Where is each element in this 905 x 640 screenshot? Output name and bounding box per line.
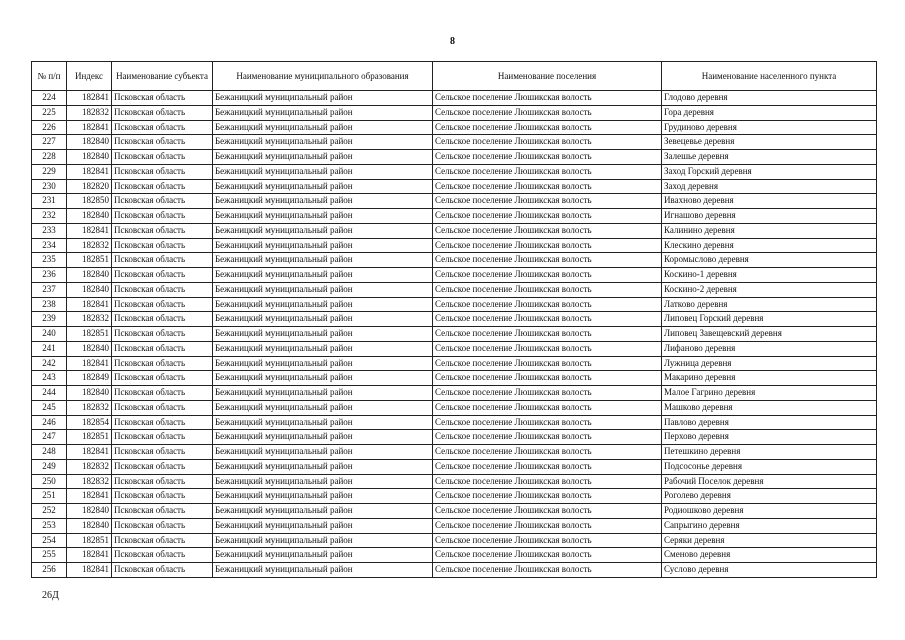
cell-municipality: Бежаницкий муниципальный район [213, 105, 433, 120]
cell-index: 182841 [67, 297, 112, 312]
table-row [32, 253, 877, 268]
cell-num: 229 [32, 164, 67, 179]
table-row [32, 164, 877, 179]
header-locality: Наименование населенного пункта [662, 62, 877, 91]
cell-locality: Заход Горский деревня [662, 164, 877, 179]
cell-num: 254 [32, 533, 67, 548]
cell-index: 182850 [67, 194, 112, 209]
cell-num: 253 [32, 518, 67, 533]
cell-index: 182832 [67, 105, 112, 120]
cell-index: 182841 [67, 356, 112, 371]
cell-locality: Залешье деревня [662, 150, 877, 165]
cell-num: 240 [32, 327, 67, 342]
cell-num: 234 [32, 238, 67, 253]
cell-num: 241 [32, 341, 67, 356]
cell-subject: Псковская область [112, 209, 213, 224]
cell-index: 182841 [67, 223, 112, 238]
cell-index: 182851 [67, 327, 112, 342]
cell-municipality: Бежаницкий муниципальный район [213, 415, 433, 430]
cell-settlement: Сельское поселение Люшикская волость [433, 533, 662, 548]
cell-index: 182851 [67, 430, 112, 445]
cell-municipality: Бежаницкий муниципальный район [213, 518, 433, 533]
cell-num: 233 [32, 223, 67, 238]
cell-index: 182840 [67, 135, 112, 150]
cell-index: 182841 [67, 548, 112, 563]
table-row [32, 459, 877, 474]
cell-index: 182841 [67, 563, 112, 578]
table-row [32, 91, 877, 106]
cell-settlement: Сельское поселение Люшикская волость [433, 504, 662, 519]
cell-index: 182840 [67, 341, 112, 356]
table-body [32, 91, 877, 578]
cell-index: 182841 [67, 164, 112, 179]
cell-num: 248 [32, 445, 67, 460]
cell-index: 182840 [67, 209, 112, 224]
cell-settlement: Сельское поселение Люшикская волость [433, 91, 662, 106]
cell-subject: Псковская область [112, 489, 213, 504]
cell-locality: Сменово деревня [662, 548, 877, 563]
cell-index: 182840 [67, 282, 112, 297]
cell-subject: Псковская область [112, 253, 213, 268]
cell-settlement: Сельское поселение Люшикская волость [433, 312, 662, 327]
cell-subject: Псковская область [112, 459, 213, 474]
cell-subject: Псковская область [112, 238, 213, 253]
cell-locality: Сапрыгино деревня [662, 518, 877, 533]
cell-num: 249 [32, 459, 67, 474]
cell-index: 182840 [67, 504, 112, 519]
cell-settlement: Сельское поселение Люшикская волость [433, 282, 662, 297]
cell-municipality: Бежаницкий муниципальный район [213, 282, 433, 297]
cell-settlement: Сельское поселение Люшикская волость [433, 297, 662, 312]
cell-subject: Псковская область [112, 120, 213, 135]
cell-num: 242 [32, 356, 67, 371]
cell-subject: Псковская область [112, 135, 213, 150]
cell-num: 231 [32, 194, 67, 209]
cell-municipality: Бежаницкий муниципальный район [213, 386, 433, 401]
cell-municipality: Бежаницкий муниципальный район [213, 238, 433, 253]
cell-municipality: Бежаницкий муниципальный район [213, 164, 433, 179]
cell-locality: Подсосонье деревня [662, 459, 877, 474]
cell-index: 182841 [67, 91, 112, 106]
table-row [32, 282, 877, 297]
table-row [32, 268, 877, 283]
table-row [32, 415, 877, 430]
cell-locality: Перхово деревня [662, 430, 877, 445]
cell-num: 228 [32, 150, 67, 165]
cell-subject: Псковская область [112, 91, 213, 106]
table-row [32, 518, 877, 533]
cell-settlement: Сельское поселение Люшикская волость [433, 194, 662, 209]
cell-subject: Псковская область [112, 533, 213, 548]
cell-num: 246 [32, 415, 67, 430]
cell-locality: Зевецевье деревня [662, 135, 877, 150]
cell-index: 182832 [67, 459, 112, 474]
table-row [32, 563, 877, 578]
cell-locality: Липовец Завещевский деревня [662, 327, 877, 342]
cell-num: 245 [32, 400, 67, 415]
cell-index: 182854 [67, 415, 112, 430]
cell-subject: Псковская область [112, 164, 213, 179]
cell-num: 237 [32, 282, 67, 297]
cell-index: 182849 [67, 371, 112, 386]
cell-locality: Рабочий Поселок деревня [662, 474, 877, 489]
header-num: № п/п [32, 62, 67, 91]
cell-num: 227 [32, 135, 67, 150]
cell-municipality: Бежаницкий муниципальный район [213, 504, 433, 519]
cell-settlement: Сельское поселение Люшикская волость [433, 356, 662, 371]
cell-num: 250 [32, 474, 67, 489]
page-number: 8 [450, 36, 455, 47]
cell-num: 236 [32, 268, 67, 283]
cell-municipality: Бежаницкий муниципальный район [213, 253, 433, 268]
cell-locality: Павлово деревня [662, 415, 877, 430]
cell-municipality: Бежаницкий муниципальный район [213, 563, 433, 578]
cell-num: 225 [32, 105, 67, 120]
cell-index: 182820 [67, 179, 112, 194]
cell-num: 251 [32, 489, 67, 504]
cell-locality: Латково деревня [662, 297, 877, 312]
table-row [32, 327, 877, 342]
cell-index: 182840 [67, 268, 112, 283]
cell-subject: Псковская область [112, 223, 213, 238]
table-row [32, 120, 877, 135]
cell-settlement: Сельское поселение Люшикская волость [433, 371, 662, 386]
table-row [32, 297, 877, 312]
cell-settlement: Сельское поселение Люшикская волость [433, 563, 662, 578]
table-row [32, 371, 877, 386]
table-row [32, 489, 877, 504]
cell-locality: Глодово деревня [662, 91, 877, 106]
cell-municipality: Бежаницкий муниципальный район [213, 489, 433, 504]
header-settlement: Наименование поселения [433, 62, 662, 91]
cell-num: 224 [32, 91, 67, 106]
cell-locality: Макарино деревня [662, 371, 877, 386]
cell-index: 182832 [67, 312, 112, 327]
cell-num: 255 [32, 548, 67, 563]
cell-index: 182841 [67, 120, 112, 135]
cell-municipality: Бежаницкий муниципальный район [213, 312, 433, 327]
cell-locality: Лифаново деревня [662, 341, 877, 356]
cell-locality: Родиошково деревня [662, 504, 877, 519]
cell-municipality: Бежаницкий муниципальный район [213, 445, 433, 460]
cell-subject: Псковская область [112, 548, 213, 563]
cell-settlement: Сельское поселение Люшикская волость [433, 327, 662, 342]
cell-locality: Лужница деревня [662, 356, 877, 371]
cell-settlement: Сельское поселение Люшикская волость [433, 400, 662, 415]
cell-index: 182832 [67, 238, 112, 253]
cell-num: 238 [32, 297, 67, 312]
cell-num: 226 [32, 120, 67, 135]
cell-settlement: Сельское поселение Люшикская волость [433, 474, 662, 489]
cell-settlement: Сельское поселение Люшикская волость [433, 105, 662, 120]
table-row [32, 105, 877, 120]
cell-num: 232 [32, 209, 67, 224]
table-row [32, 150, 877, 165]
cell-locality: Петешкино деревня [662, 445, 877, 460]
header-municipality: Наименование муниципального образования [213, 62, 433, 91]
cell-num: 252 [32, 504, 67, 519]
cell-subject: Псковская область [112, 474, 213, 489]
cell-municipality: Бежаницкий муниципальный район [213, 327, 433, 342]
cell-subject: Псковская область [112, 371, 213, 386]
table-row [32, 238, 877, 253]
cell-locality: Игнашово деревня [662, 209, 877, 224]
cell-num: 256 [32, 563, 67, 578]
cell-settlement: Сельское поселение Люшикская волость [433, 209, 662, 224]
cell-settlement: Сельское поселение Люшикская волость [433, 430, 662, 445]
cell-locality: Коскино-2 деревня [662, 282, 877, 297]
cell-subject: Псковская область [112, 400, 213, 415]
cell-subject: Псковская область [112, 150, 213, 165]
cell-municipality: Бежаницкий муниципальный район [213, 533, 433, 548]
cell-settlement: Сельское поселение Люшикская волость [433, 415, 662, 430]
cell-subject: Псковская область [112, 341, 213, 356]
cell-subject: Псковская область [112, 312, 213, 327]
cell-index: 182851 [67, 533, 112, 548]
table-row [32, 356, 877, 371]
cell-subject: Псковская область [112, 194, 213, 209]
table-row [32, 400, 877, 415]
cell-settlement: Сельское поселение Люшикская волость [433, 268, 662, 283]
cell-index: 182840 [67, 518, 112, 533]
cell-index: 182840 [67, 386, 112, 401]
cell-num: 235 [32, 253, 67, 268]
cell-index: 182832 [67, 400, 112, 415]
cell-subject: Псковская область [112, 563, 213, 578]
cell-settlement: Сельское поселение Люшикская волость [433, 179, 662, 194]
table-row [32, 386, 877, 401]
cell-num: 247 [32, 430, 67, 445]
cell-municipality: Бежаницкий муниципальный район [213, 194, 433, 209]
cell-locality: Грудиново деревня [662, 120, 877, 135]
table-row [32, 445, 877, 460]
cell-settlement: Сельское поселение Люшикская волость [433, 548, 662, 563]
cell-locality: Коскино-1 деревня [662, 268, 877, 283]
table-row [32, 533, 877, 548]
cell-index: 182832 [67, 474, 112, 489]
cell-settlement: Сельское поселение Люшикская волость [433, 238, 662, 253]
cell-locality: Клескино деревня [662, 238, 877, 253]
cell-locality: Суслово деревня [662, 563, 877, 578]
cell-municipality: Бежаницкий муниципальный район [213, 356, 433, 371]
cell-locality: Малое Гагрино деревня [662, 386, 877, 401]
cell-settlement: Сельское поселение Люшикская волость [433, 150, 662, 165]
cell-subject: Псковская область [112, 504, 213, 519]
cell-settlement: Сельское поселение Люшикская волость [433, 459, 662, 474]
cell-municipality: Бежаницкий муниципальный район [213, 297, 433, 312]
cell-index: 182851 [67, 253, 112, 268]
cell-subject: Псковская область [112, 179, 213, 194]
cell-subject: Псковская область [112, 297, 213, 312]
cell-settlement: Сельское поселение Люшикская волость [433, 518, 662, 533]
cell-num: 244 [32, 386, 67, 401]
table-row [32, 135, 877, 150]
header-subject: Наименование субъекта [112, 62, 213, 91]
cell-municipality: Бежаницкий муниципальный район [213, 430, 433, 445]
table-row [32, 548, 877, 563]
table-row [32, 430, 877, 445]
cell-subject: Псковская область [112, 268, 213, 283]
cell-settlement: Сельское поселение Люшикская волость [433, 253, 662, 268]
table-row [32, 209, 877, 224]
cell-municipality: Бежаницкий муниципальный район [213, 371, 433, 386]
cell-num: 239 [32, 312, 67, 327]
cell-num: 243 [32, 371, 67, 386]
cell-locality: Липовец Горский деревня [662, 312, 877, 327]
cell-locality: Серяки деревня [662, 533, 877, 548]
cell-municipality: Бежаницкий муниципальный район [213, 400, 433, 415]
cell-subject: Псковская область [112, 430, 213, 445]
cell-subject: Псковская область [112, 415, 213, 430]
table-row [32, 341, 877, 356]
table-row [32, 474, 877, 489]
cell-subject: Псковская область [112, 282, 213, 297]
cell-settlement: Сельское поселение Люшикская волость [433, 386, 662, 401]
cell-settlement: Сельское поселение Люшикская волость [433, 445, 662, 460]
cell-municipality: Бежаницкий муниципальный район [213, 474, 433, 489]
cell-municipality: Бежаницкий муниципальный район [213, 209, 433, 224]
header-index: Индекс [67, 62, 112, 91]
footer-code: 26Д [42, 590, 59, 601]
cell-locality: Гора деревня [662, 105, 877, 120]
cell-subject: Псковская область [112, 386, 213, 401]
cell-municipality: Бежаницкий муниципальный район [213, 135, 433, 150]
cell-municipality: Бежаницкий муниципальный район [213, 548, 433, 563]
cell-index: 182841 [67, 489, 112, 504]
cell-settlement: Сельское поселение Люшикская волость [433, 341, 662, 356]
cell-num: 230 [32, 179, 67, 194]
cell-municipality: Бежаницкий муниципальный район [213, 179, 433, 194]
cell-settlement: Сельское поселение Люшикская волость [433, 223, 662, 238]
localities-table [31, 61, 877, 578]
cell-settlement: Сельское поселение Люшикская волость [433, 135, 662, 150]
cell-index: 182840 [67, 150, 112, 165]
cell-municipality: Бежаницкий муниципальный район [213, 459, 433, 474]
cell-index: 182841 [67, 445, 112, 460]
cell-municipality: Бежаницкий муниципальный район [213, 120, 433, 135]
table-row [32, 312, 877, 327]
cell-locality: Машково деревня [662, 400, 877, 415]
cell-settlement: Сельское поселение Люшикская волость [433, 120, 662, 135]
table-row [32, 504, 877, 519]
table-header-row [32, 62, 877, 91]
cell-municipality: Бежаницкий муниципальный район [213, 91, 433, 106]
table-row [32, 179, 877, 194]
table-row [32, 223, 877, 238]
cell-locality: Ивахново деревня [662, 194, 877, 209]
cell-municipality: Бежаницкий муниципальный район [213, 341, 433, 356]
cell-locality: Калинино деревня [662, 223, 877, 238]
cell-subject: Псковская область [112, 445, 213, 460]
cell-subject: Псковская область [112, 518, 213, 533]
cell-subject: Псковская область [112, 327, 213, 342]
cell-subject: Псковская область [112, 105, 213, 120]
cell-settlement: Сельское поселение Люшикская волость [433, 489, 662, 504]
cell-subject: Псковская область [112, 356, 213, 371]
cell-locality: Заход деревня [662, 179, 877, 194]
cell-municipality: Бежаницкий муниципальный район [213, 223, 433, 238]
cell-settlement: Сельское поселение Люшикская волость [433, 164, 662, 179]
cell-locality: Роголево деревня [662, 489, 877, 504]
cell-municipality: Бежаницкий муниципальный район [213, 268, 433, 283]
cell-municipality: Бежаницкий муниципальный район [213, 150, 433, 165]
cell-locality: Коромыслово деревня [662, 253, 877, 268]
table-row [32, 194, 877, 209]
